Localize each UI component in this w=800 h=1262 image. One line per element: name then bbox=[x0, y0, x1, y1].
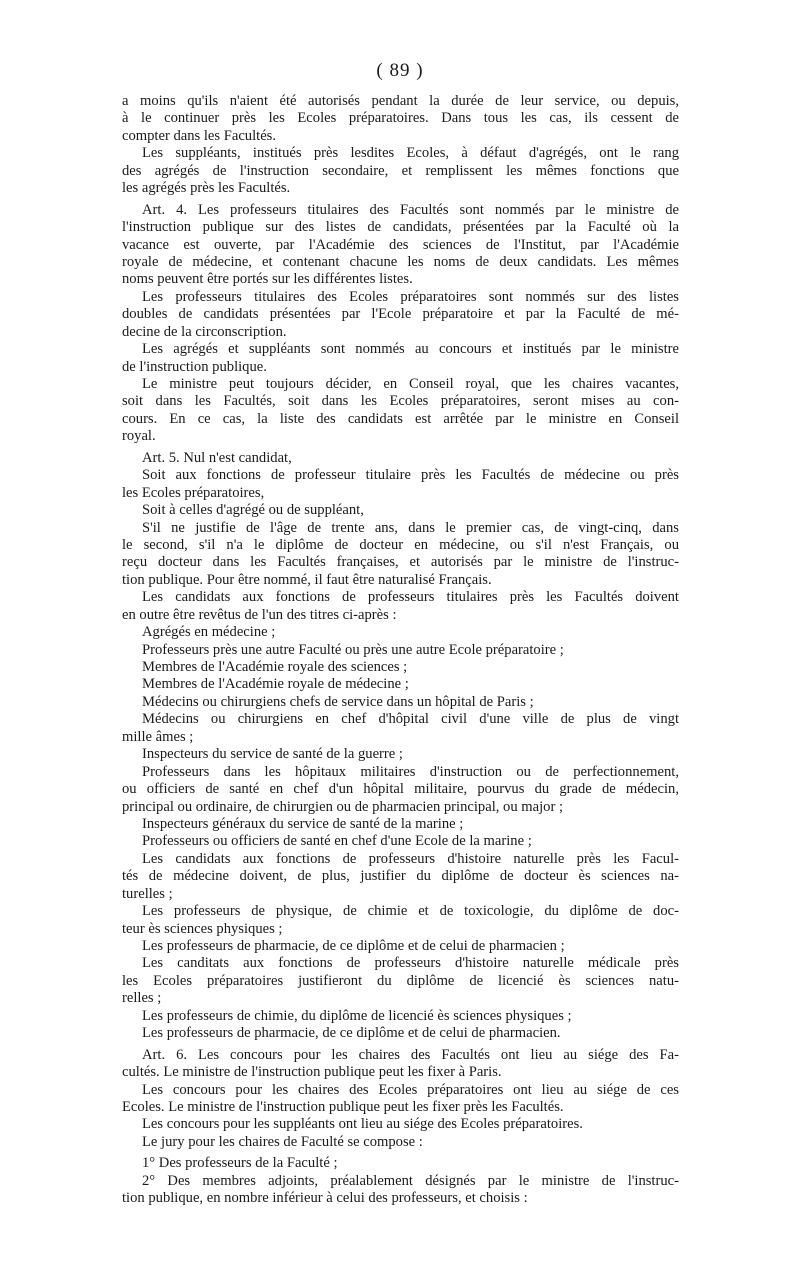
text-line: tion publique, en nombre inférieur à celui des professeurs, et choisis : bbox=[122, 1190, 528, 1207]
text-line: Professeurs dans les hôpitaux militaires d'instruction ou de perfectionnement, bbox=[142, 763, 679, 780]
text-line: teur ès sciences physiques ; bbox=[122, 920, 283, 937]
text-line: Les professeurs titulaires des Ecoles préparatoires sont nommés sur des listes bbox=[142, 288, 679, 305]
text-line: Les candidats aux fonctions de professeurs d'histoire naturelle près les Facul- bbox=[142, 850, 679, 867]
text-line: Soit à celles d'agrégé ou de suppléant, bbox=[142, 502, 364, 519]
text-line: decine de la circonscription. bbox=[122, 323, 287, 340]
text-line: Les candidats aux fonctions de professeurs titulaires près les Facultés doivent bbox=[142, 589, 679, 606]
text-line: Art. 6. Les concours pour les chaires des Facultés ont lieu au siége des Fa- bbox=[142, 1046, 679, 1063]
text-line: Inspecteurs généraux du service de santé de la marine ; bbox=[142, 815, 464, 832]
text-line: 1° Des professeurs de la Faculté ; bbox=[142, 1155, 338, 1172]
text-line: Les concours pour les chaires des Ecoles préparatoires ont lieu au siége de ces bbox=[142, 1081, 679, 1098]
text-line: vacance est ouverte, par l'Académie des sciences de l'Institut, par l'Académie bbox=[122, 236, 679, 253]
text-line: royal. bbox=[122, 428, 156, 445]
text-line: reçu docteur dans les Facultés françaises, et autorisés par le ministre de l'instruc- bbox=[122, 554, 679, 571]
text-line: Art. 5. Nul n'est candidat, bbox=[142, 449, 292, 466]
text-line: Les professeurs de physique, de chimie et de toxicologie, du diplôme de doc- bbox=[142, 903, 679, 920]
text-line: relles ; bbox=[122, 990, 162, 1007]
text-line: compter dans les Facultés. bbox=[122, 127, 277, 144]
text-line: à le continuer près les Ecoles préparatoires. Dans tous les cas, ils cessent de bbox=[122, 110, 679, 127]
text-line: Les canditats aux fonctions de professeurs d'histoire naturelle médicale près bbox=[142, 955, 679, 972]
text-line: Le jury pour les chaires de Faculté se compose : bbox=[142, 1133, 423, 1150]
text-line: a moins qu'ils n'aient été autorisés pendant la durée de leur service, ou depuis, bbox=[122, 93, 679, 109]
text-line: Les suppléants, institués près lesdites Ecoles, à défaut d'agrégés, ont le rang bbox=[142, 145, 679, 162]
text-line: Le ministre peut toujours décider, en Conseil royal, que les chaires vacantes, bbox=[142, 376, 679, 392]
text-line: S'il ne justifie de l'âge de trente ans, dans le premier cas, de vingt-cinq, dans bbox=[142, 519, 679, 536]
text-line: Médecins ou chirurgiens chefs de service dans un hôpital de Paris ; bbox=[142, 693, 534, 710]
text-line: cultés. Le ministre de l'instruction publique peut les fixer à Paris. bbox=[122, 1064, 502, 1081]
text-line: tés de médecine doivent, de plus, justifier du diplôme de docteur ès sciences na- bbox=[122, 868, 679, 885]
text-line: Les professeurs de pharmacie, de ce diplôme et de celui de pharmacien ; bbox=[142, 938, 565, 954]
text-line: principal ou ordinaire, de chirurgien ou de pharmacien principal, ou major ; bbox=[122, 798, 564, 815]
page-number: ( 89 ) bbox=[376, 60, 424, 81]
text-line: tion publique. Pour être nommé, il faut être naturalisé Français. bbox=[122, 571, 492, 588]
text-line: Soit aux fonctions de professeur titulaire près les Facultés de médecine ou près bbox=[142, 467, 679, 484]
text-line: Professeurs près une autre Faculté ou près une autre Ecole préparatoire ; bbox=[142, 641, 564, 658]
text-line: des agrégés de l'instruction secondaire, et remplissent les mêmes fonctions que bbox=[122, 162, 679, 179]
text-line: 2° Des membres adjoints, préalablement désignés par le ministre de l'instruc- bbox=[142, 1172, 679, 1189]
text-line: Agrégés en médecine ; bbox=[142, 624, 276, 641]
text-line: Les professeurs de chimie, du diplôme de licencié ès sciences physiques ; bbox=[142, 1007, 572, 1024]
text-line: le second, s'il n'a le diplôme de docteur en médecine, ou s'il n'est Français, ou bbox=[122, 536, 679, 553]
text-line: Inspecteurs du service de santé de la guerre ; bbox=[142, 746, 403, 763]
text-line: de l'instruction publique. bbox=[122, 358, 267, 375]
text-line: les Ecoles préparatoires, bbox=[122, 484, 265, 501]
text-line: l'instruction publique sur des listes de candidats, présentées par la Faculté où la bbox=[122, 219, 679, 236]
text-line: soit dans les Facultés, soit dans les Ecoles préparatoires, seront mises au con- bbox=[122, 393, 679, 410]
text-line: Membres de l'Académie royale des sciences ; bbox=[142, 659, 408, 675]
body-text bbox=[122, 93, 679, 1208]
text-line: Les agrégés et suppléants sont nommés au concours et institués par le ministre bbox=[142, 341, 679, 358]
text-line: noms peuvent être portés sur les différentes listes. bbox=[122, 271, 413, 288]
text-line: Art. 4. Les professeurs titulaires des Facultés sont nommés par le ministre de bbox=[142, 201, 679, 218]
text-line: turelles ; bbox=[122, 885, 173, 902]
text-line: mille âmes ; bbox=[122, 728, 194, 745]
text-line: cours. En ce cas, la liste des candidats est arrêtée par le ministre en Conseil bbox=[122, 410, 679, 427]
text-line: doubles de candidats présentées par l'Ecole préparatoire et par la Faculté de mé- bbox=[122, 306, 679, 323]
text-line: en outre être revêtus de l'un des titres ci-après : bbox=[122, 606, 397, 623]
text-line: Ecoles. Le ministre de l'instruction publique peut les fixer près les Facultés. bbox=[122, 1098, 564, 1115]
text-line: Médecins ou chirurgiens en chef d'hôpital civil d'une ville de plus de vingt bbox=[142, 711, 679, 728]
text-line: Les concours pour les suppléants ont lieu au siége des Ecoles préparatoires. bbox=[142, 1116, 583, 1133]
text-line: Les professeurs de pharmacie, de ce diplôme et de celui de pharmacien. bbox=[142, 1025, 561, 1042]
text-line: les agrégés près les Facultés. bbox=[122, 180, 291, 197]
text-line: royale de médecine, et contenant chacune les noms de deux candidats. Les mêmes bbox=[122, 253, 679, 270]
text-line: ou officiers de santé en chef d'un hôpital militaire, pourvus du grade de médecin, bbox=[122, 781, 679, 798]
text-line: Professeurs ou officiers de santé en chef d'une Ecole de la marine ; bbox=[142, 833, 532, 850]
text-line: Membres de l'Académie royale de médecine ; bbox=[142, 676, 409, 693]
text-line: les Ecoles préparatoires justifieront du diplôme de licencié ès sciences natu- bbox=[122, 972, 679, 989]
